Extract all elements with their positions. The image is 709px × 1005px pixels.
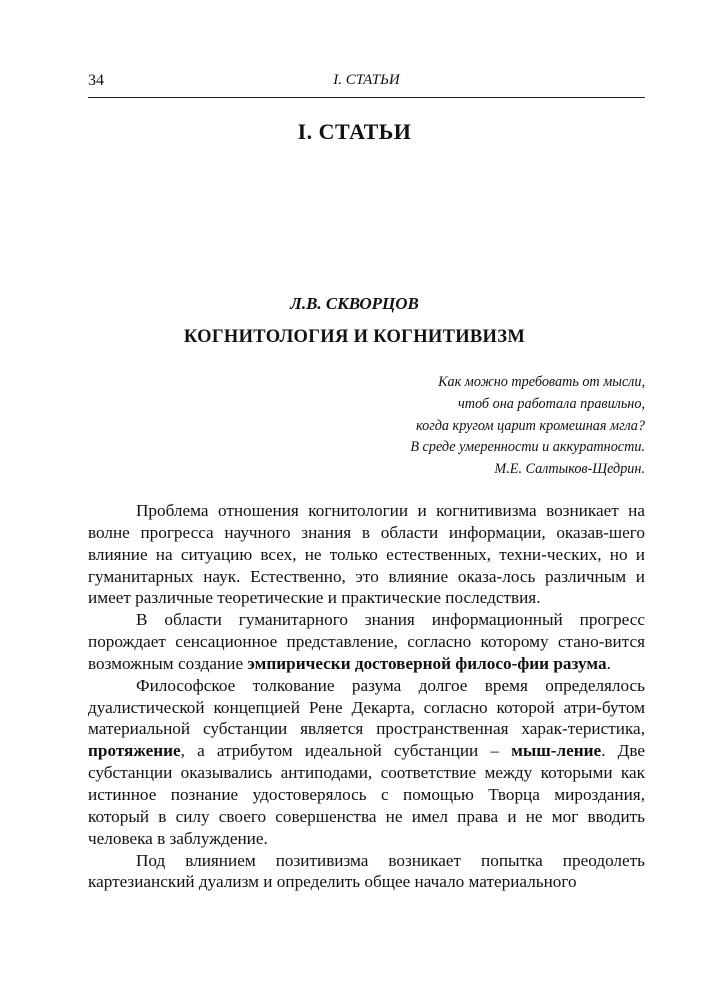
paragraph-4 <box>88 850 645 894</box>
paragraph-text: Проблема отношения когнитологии и когнитивизма возникает на волне прогресса научного знания в области информации, оказав-шего влияние на ситуацию всех, не только естественных, техни-ческих, но и гуманитарных наук. Естественно, это влияние оказа-лось различным и имеет различные теоретические и практические последствия. <box>88 501 645 608</box>
epigraph-line: когда кругом царит кромешная мгла? <box>416 417 645 434</box>
paragraph-text: Под влиянием позитивизма возникает попытка преодолеть картезианский дуализм и определить общее начало материального <box>88 850 645 892</box>
article-body <box>88 500 645 893</box>
running-title: I. СТАТЬИ <box>333 72 400 88</box>
page-number: 34 <box>88 72 104 89</box>
section-title: I. СТАТЬИ <box>297 119 412 144</box>
paragraph-text: Философское толкование разума долгое время определялось дуалистической концепцией Рене Декарта, согласно которой атри-бутом материальной субстанции является пространственная харак-теристика, <box>88 675 645 739</box>
paragraph-2 <box>88 609 645 675</box>
paragraph-text: . Две субстанции оказывались антиподами, соответствие между которыми как истинное познание удостоверялось с помощью Творца мироздания, который в силу своего совершенства не имел права и не мог вводить человека в заблуждение. <box>88 741 645 848</box>
epigraph <box>410 372 645 481</box>
epigraph-line: Как можно требовать от мысли, <box>438 374 645 390</box>
paragraph-text: . <box>606 653 611 673</box>
article-author: Л.В. СКВОРЦОВ <box>290 294 419 313</box>
article-title: КОГНИТОЛОГИЯ И КОГНИТИВИЗМ <box>183 327 526 347</box>
bold-term: эмпирически достоверной филосо-фии разума <box>247 653 607 673</box>
epigraph-line: В среде умеренности и аккуратности. <box>410 439 645 456</box>
epigraph-line: чтоб она работала правильно, <box>458 395 645 412</box>
header-rule <box>88 97 645 98</box>
epigraph-attribution: М.Е. Салтыков-Щедрин. <box>494 461 645 478</box>
running-header <box>88 72 645 94</box>
paragraph-text: В области гуманитарного знания информационный прогресс порождает сенсационное представление, согласно которому стано-вится возможным создание <box>88 610 645 673</box>
paragraph-text: , а атрибутом идеальной субстанции – <box>180 741 512 761</box>
bold-term: протяжение <box>88 741 181 761</box>
paragraph-3 <box>88 675 645 850</box>
paragraph-1 <box>88 500 645 609</box>
bold-term: мыш-ление <box>511 741 602 761</box>
